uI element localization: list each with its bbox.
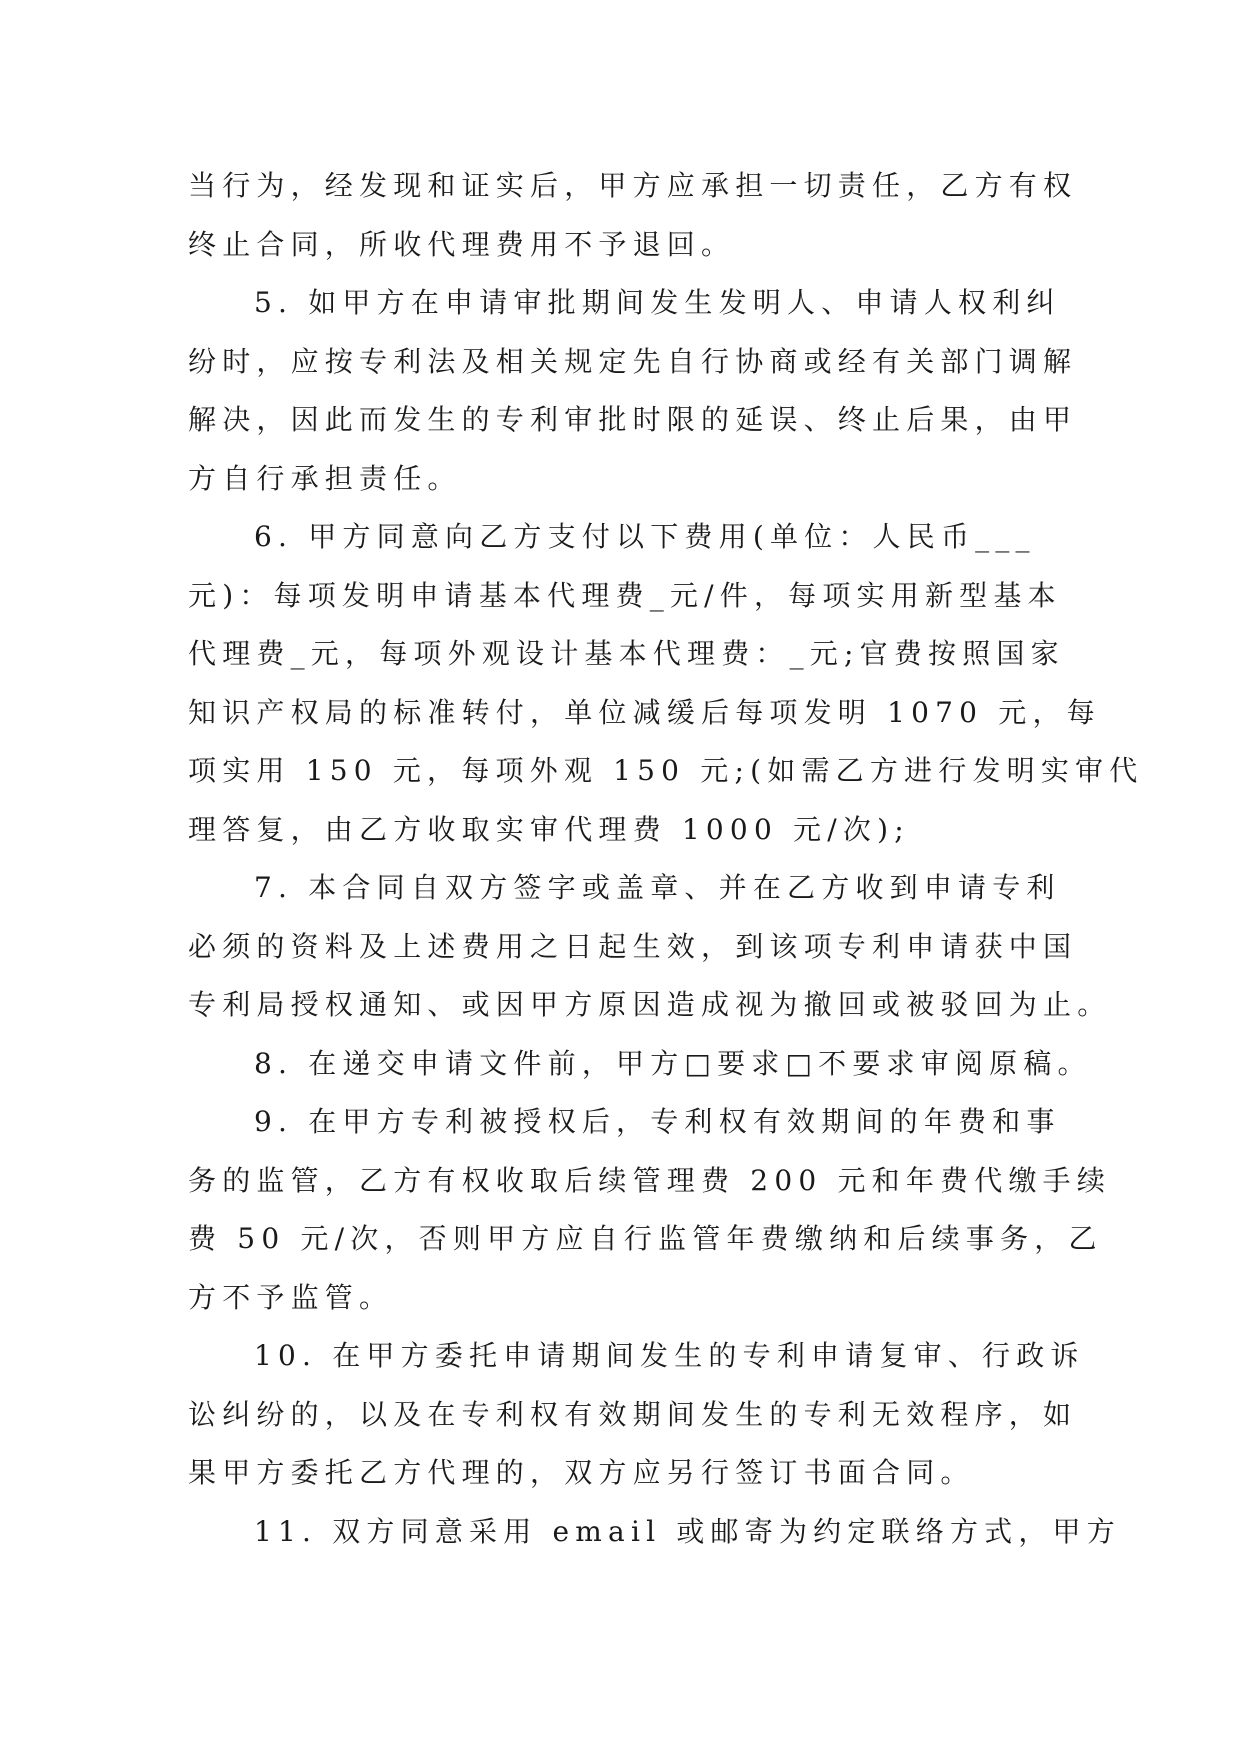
text-line: 元)：每项发明申请基本代理费_元/件，每项实用新型基本: [188, 578, 1062, 612]
contract-body-text: [188, 157, 1144, 1561]
clause-7-start: 7. 本合同自双方签字或盖章、并在乙方收到申请专利: [254, 871, 1061, 904]
text-line: 当行为，经发现和证实后，甲方应承担一切责任，乙方有权: [188, 169, 1078, 202]
clause-5-start: 5. 如甲方在申请审批期间发生发明人、申请人权利纠: [254, 286, 1061, 319]
text-line: 终止合同，所收代理费用不予退回。: [188, 227, 736, 261]
text-line: 理答复，由乙方收取实审代理费 1000 元/次);: [188, 812, 910, 846]
text-line: 知识产权局的标准转付，单位减缓后每项发明 1070 元，每: [188, 695, 1101, 729]
text-line: 费 50 元/次，否则甲方应自行监管年费缴纳和后续事务，乙: [188, 1222, 1103, 1255]
clause-6-start: 6. 甲方同意向乙方支付以下费用(单位：人民币___: [254, 520, 1036, 553]
text-line: 必须的资料及上述费用之日起生效，到该项专利申请获中国: [188, 929, 1078, 963]
text-line: 解决，因此而发生的专利审批时限的延误、终止后果，由甲: [188, 403, 1078, 436]
text-line: 纷时，应按专利法及相关规定先自行协商或经有关部门调解: [188, 344, 1078, 378]
text-line: 方不予监管。: [188, 1280, 394, 1314]
clause-8: 8. 在递交申请文件前，甲方□要求□不要求审阅原稿。: [254, 1046, 1092, 1080]
text-line: 务的监管，乙方有权收取后续管理费 200 元和年费代缴手续: [188, 1163, 1112, 1197]
text-line: 专利局授权通知、或因甲方原因造成视为撤回或被驳回为止。: [188, 988, 1112, 1021]
text-line: 果甲方委托乙方代理的，双方应另行签订书面合同。: [188, 1456, 975, 1489]
text-line: 讼纠纷的，以及在专利权有效期间发生的专利无效程序，如: [188, 1397, 1078, 1431]
text-line: 项实用 150 元，每项外观 150 元;(如需乙方进行发明实审代: [188, 754, 1144, 787]
clause-11-start: 11. 双方同意采用 email 或邮寄为约定联络方式，甲方: [254, 1514, 1121, 1548]
clause-9-start: 9. 在甲方专利被授权后，专利权有效期间的年费和事: [254, 1105, 1061, 1138]
text-line: 方自行承担责任。: [188, 461, 462, 495]
text-line: 代理费_元，每项外观设计基本代理费：_元;官费按照国家: [188, 637, 1065, 670]
clause-10-start: 10. 在甲方委托申请期间发生的专利申请复审、行政诉: [254, 1339, 1085, 1372]
